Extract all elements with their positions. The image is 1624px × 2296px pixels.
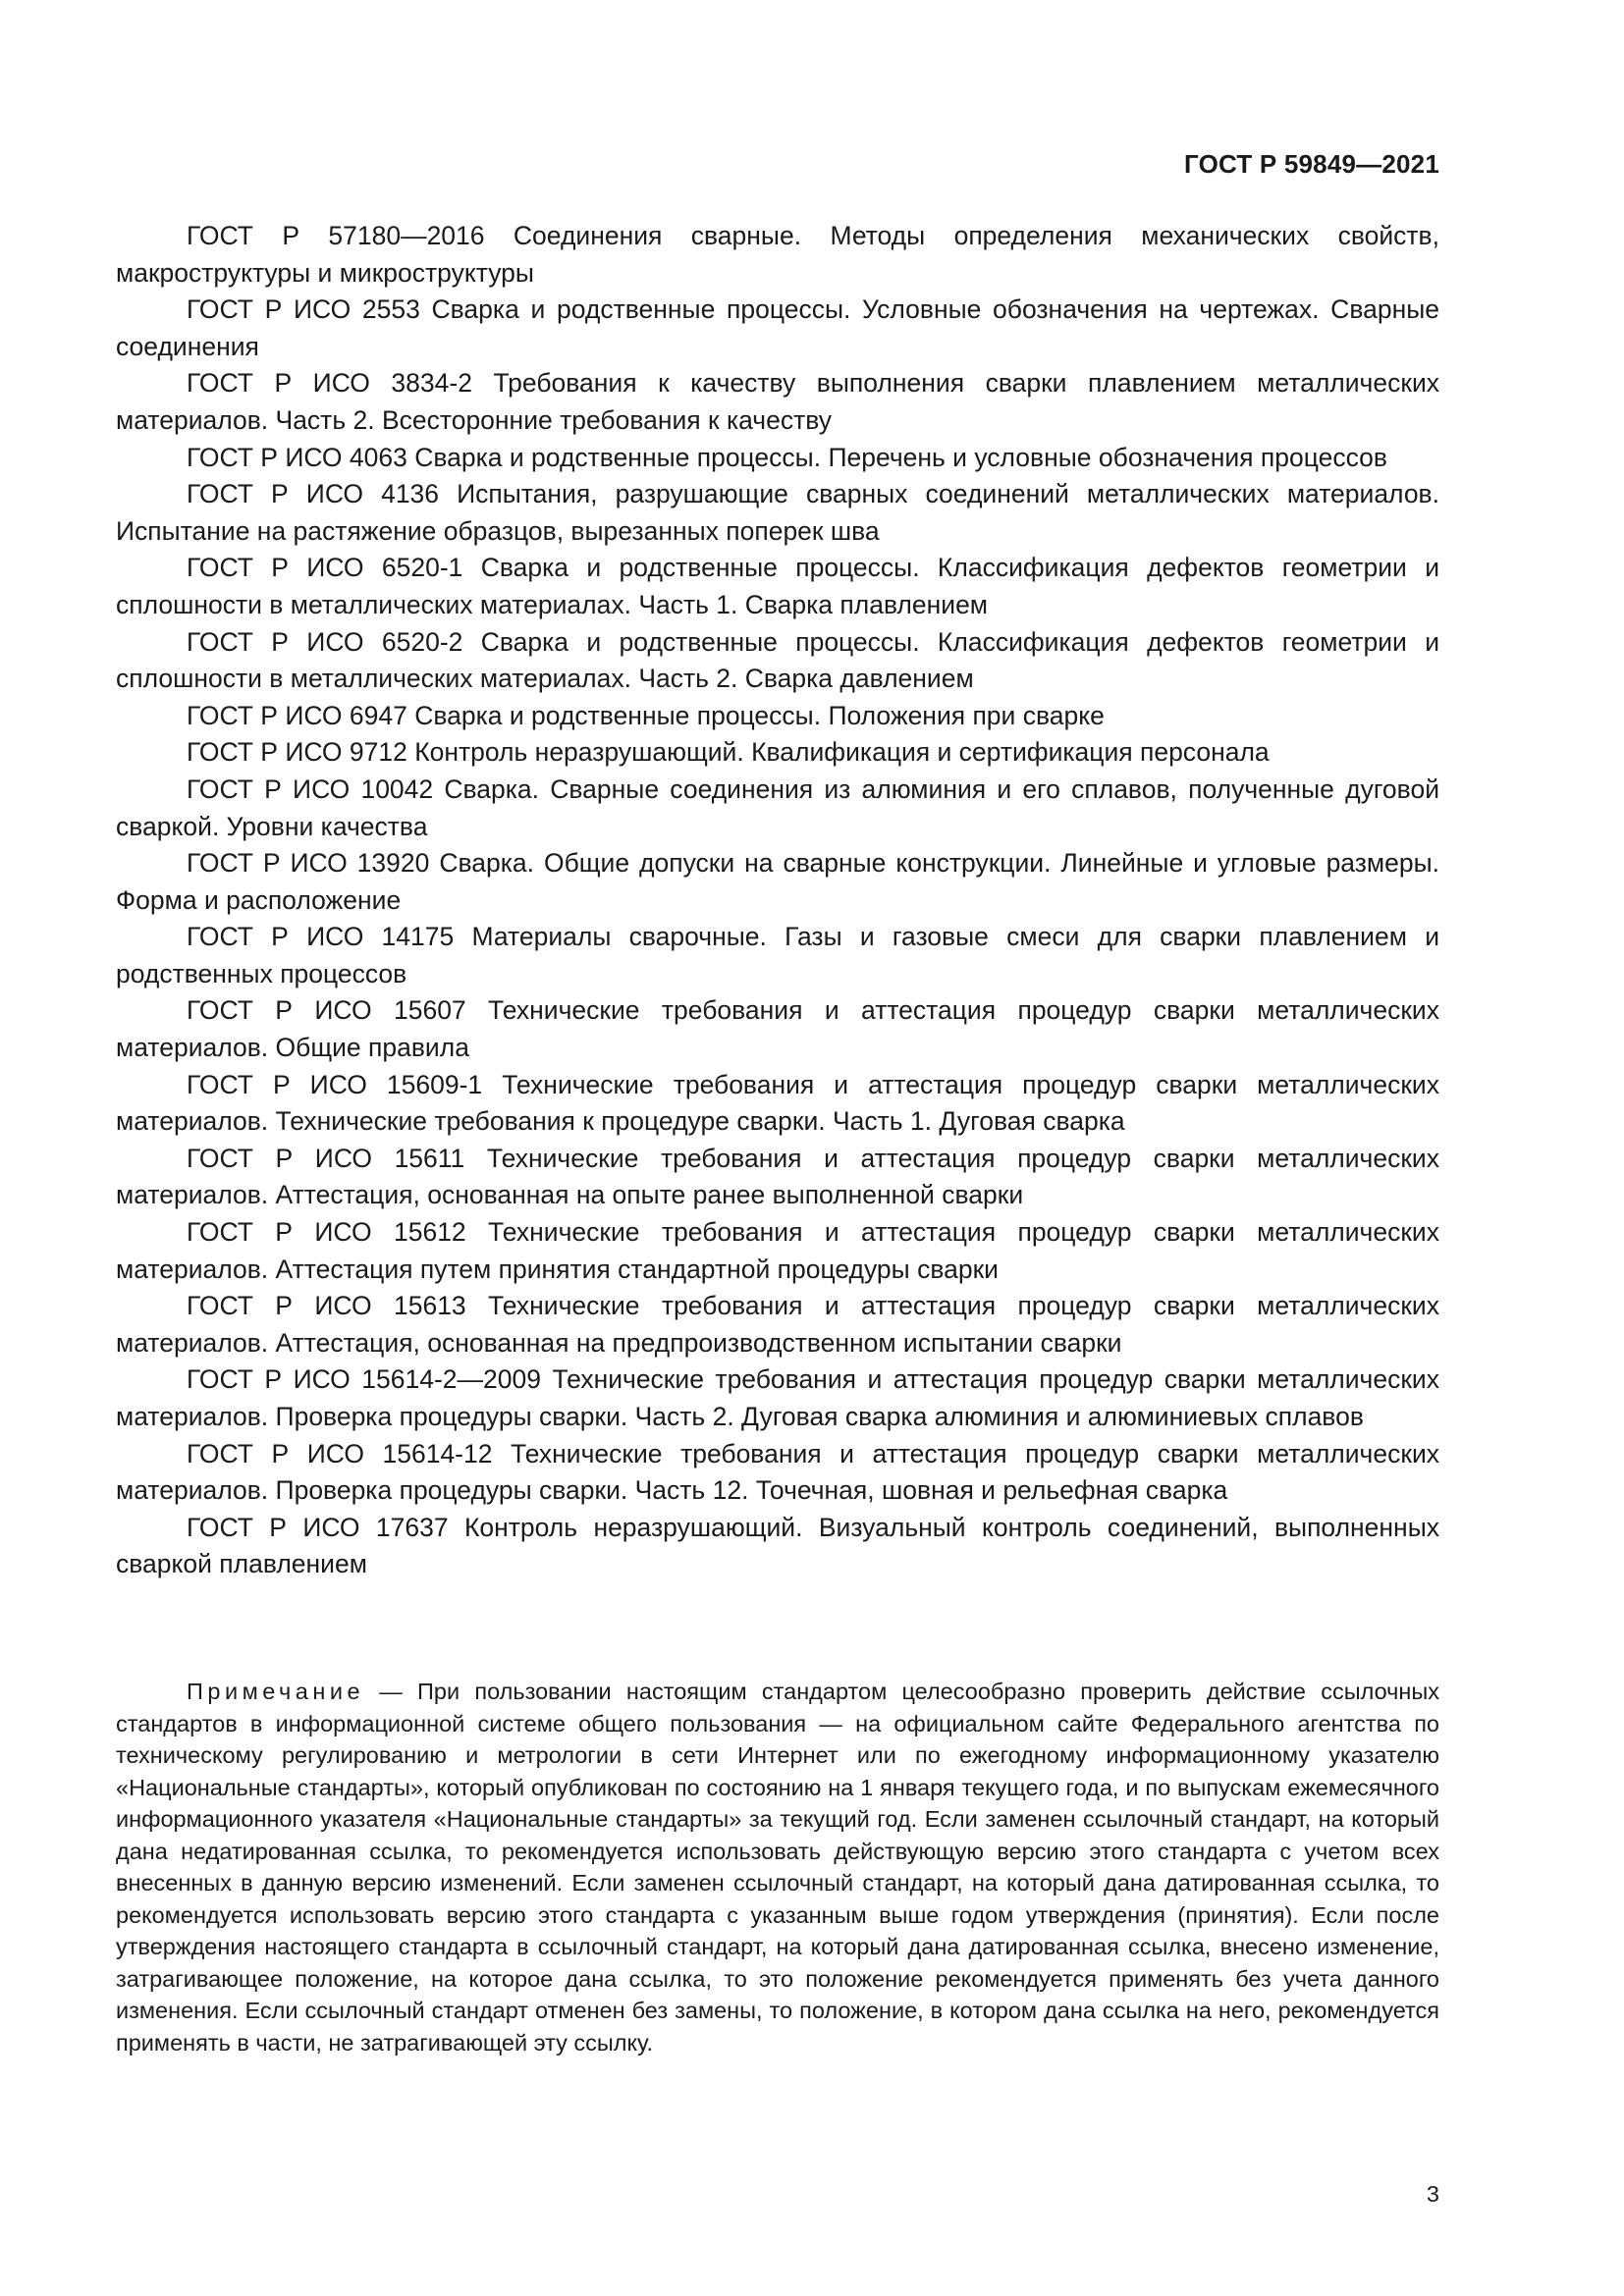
reference-item: ГОСТ Р ИСО 10042 Сварка. Сварные соединения из алюминия и его сплавов, полученные дуговой сваркой. Уровни качества xyxy=(116,774,1439,841)
document-header: ГОСТ Р 59849—2021 xyxy=(1184,149,1439,179)
reference-item: ГОСТ Р ИСО 14175 Материалы сварочные. Газы и газовые смеси для сварки плавлением и родственных процессов xyxy=(116,922,1439,988)
reference-item: ГОСТ Р ИСО 15614-12 Технические требования и аттестация процедур сварки металлических материалов. Проверка процедуры сварки. Часть 12. Точечная, шовная и рельефная сварка xyxy=(116,1438,1439,1506)
reference-item: ГОСТ Р ИСО 4136 Испытания, разрушающие сварных соединений металлических материалов. Испытание на растяжение образцов, вырезанных поперек шва xyxy=(116,479,1439,546)
reference-item: ГОСТ Р ИСО 6947 Сварка и родственные процессы. Положения при сварке xyxy=(187,700,1105,730)
reference-item: ГОСТ Р ИСО 15614-2—2009 Технические требования и аттестация процедур сварки металлических материалов. Проверка процедуры сварки. Часть 2. Дуговая сварка алюминия и алюминиевых сплавов xyxy=(116,1364,1439,1431)
note-text: — При пользовании настоящим стандартом целесообразно проверить действие ссылочных стандартов в информационной системе общего пользования — на официальном сайте Федерального агентства по техническому регулированию и метрологии в сети Интернет или по ежегодному информационному указателю «Национальные стандарты», который опубликован по состоянию на 1 января текущего года, и по выпускам ежемесячного информационного указателя «Национальные стандарты» за текущий год. Если заменен ссылочный стандарт, на который дана недатированная ссылка, то рекомендуется использовать действующую версию этого стандарта с учетом всех внесенных в данную версию изменений. Если заменен ссылочный стандарт, на который дана датированная ссылка, то рекомендуется использовать версию этого стандарта с указанным выше годом утверждения (принятия). Если после утверждения настоящего стандарта в ссылочный стандарт, на который дана датированная ссылка, внесено изменение, затрагивающее положение, на которое дана ссылка, то это положение рекомендуется применять без учета данного изменения. Если ссылочный стандарт отменен без замены, то положение, в котором дана ссылка на него, рекомендуется применять в части, не затрагивающей эту ссылку. xyxy=(116,1679,1440,2056)
reference-item: ГОСТ Р ИСО 3834-2 Требования к качеству выполнения сварки плавлением металлических материалов. Часть 2. Всесторонние требования к качеству xyxy=(116,368,1439,435)
reference-item: ГОСТ Р ИСО 17637 Контроль неразрушающий. Визуальный контроль соединений, выполненных сваркой плавлением xyxy=(116,1512,1439,1579)
reference-item: ГОСТ Р 57180—2016 Соединения сварные. Методы определения механических свойств, макроструктуры и микроструктуры xyxy=(116,221,1439,288)
reference-item: ГОСТ Р ИСО 15611 Технические требования и аттестация процедур сварки металлических материалов. Аттестация, основанная на опыте ранее выполненной сварки xyxy=(116,1143,1439,1210)
reference-item: ГОСТ Р ИСО 15607 Технические требования и аттестация процедур сварки металлических материалов. Общие правила xyxy=(116,995,1439,1063)
reference-item: ГОСТ Р ИСО 15613 Технические требования и аттестация процедур сварки металлических материалов. Аттестация, основанная на предпроизводственном испытании сварки xyxy=(116,1291,1439,1358)
reference-item: ГОСТ Р ИСО 13920 Сварка. Общие допуски на сварные конструкции. Линейные и угловые размеры. Форма и расположение xyxy=(116,848,1439,915)
reference-list xyxy=(116,218,1439,1583)
reference-item: ГОСТ Р ИСО 15612 Технические требования и аттестация процедур сварки металлических материалов. Аттестация путем принятия стандартной процедуры сварки xyxy=(116,1217,1439,1284)
reference-item: ГОСТ Р ИСО 9712 Контроль неразрушающий. Квалификация и сертификация персонала xyxy=(187,737,1270,768)
reference-item: ГОСТ Р ИСО 15609-1 Технические требования и аттестация процедур сварки металлических материалов. Технические требования к процедуре сварки. Часть 1. Дуговая сварка xyxy=(116,1069,1439,1137)
note-label: Примечание xyxy=(187,1679,365,1704)
reference-item: ГОСТ Р ИСО 6520-1 Сварка и родственные процессы. Классификация дефектов геометрии и сплошности в металлических материалах. Часть 1. Сварка плавлением xyxy=(116,553,1439,619)
reference-item: ГОСТ Р ИСО 6520-2 Сварка и родственные процессы. Классификация дефектов геометрии и сплошности в металлических материалах. Часть 2. Сварка давлением xyxy=(116,626,1439,694)
page-number: 3 xyxy=(1426,2181,1439,2207)
reference-item: ГОСТ Р ИСО 2553 Сварка и родственные процессы. Условные обозначения на чертежах. Сварные соединения xyxy=(116,294,1439,361)
note-paragraph xyxy=(116,1676,1439,2058)
reference-item: ГОСТ Р ИСО 4063 Сварка и родственные процессы. Перечень и условные обозначения процессов xyxy=(187,442,1387,472)
